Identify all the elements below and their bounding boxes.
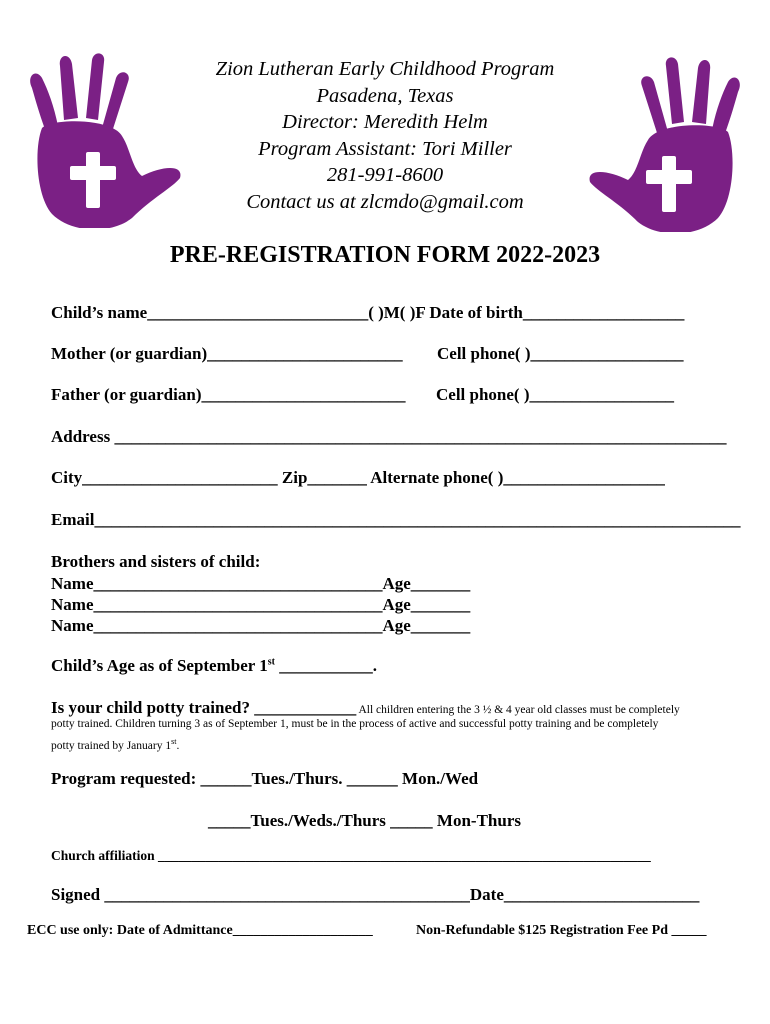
header-phone: 281-991-8600	[326, 164, 444, 187]
father-guardian-field[interactable]: Father (or guardian)________________________	[51, 385, 406, 404]
child-age-blank: ___________.	[274, 656, 377, 675]
email-field[interactable]: Email____________________________________________________________________________	[51, 510, 741, 529]
potty-note	[51, 716, 658, 755]
potty-trained-field[interactable]	[51, 698, 680, 718]
church-affiliation-field[interactable]: Church affiliation _________________________________________________________________________	[51, 848, 651, 863]
mother-guardian-field[interactable]: Mother (or guardian)_______________________	[51, 344, 403, 363]
signature-date-field[interactable]: Signed ___________________________________________Date_______________________	[51, 885, 700, 904]
address-field[interactable]: Address ________________________________________________________________________	[51, 427, 727, 446]
child-age-label: Child’s Age as of September 1	[51, 656, 268, 675]
header-location: Pasadena, Texas	[316, 84, 454, 107]
siblings-heading: Brothers and sisters of child:	[51, 552, 261, 571]
header-assistant: Program Assistant: Tori Miller	[258, 137, 512, 160]
form-title: PRE-REGISTRATION FORM 2022-2023	[169, 242, 601, 268]
sibling-row[interactable]: Name__________________________________Age_______	[51, 595, 471, 614]
child-age-field[interactable]	[51, 656, 377, 676]
potty-question: Is your child potty trained? ____________	[51, 698, 357, 717]
sibling-row[interactable]: Name__________________________________Age_______	[51, 616, 471, 635]
father-cell-phone-field[interactable]: Cell phone( )_________________	[436, 385, 674, 404]
potty-note-line1: All children entering the 3 ½ & 4 year old classes must be completely	[356, 704, 680, 716]
sibling-row[interactable]: Name__________________________________Age_______	[51, 574, 471, 593]
potty-note-line2: potty trained. Children turning 3 as of September 1, must be in the process of active and successful potty training and be completely	[51, 718, 659, 730]
header-contact-email: Contact us at zlcmdo@gmail.com	[246, 190, 524, 213]
potty-note-line3: potty trained by January 1st.	[51, 737, 180, 752]
header-program-name: Zion Lutheran Early Childhood Program	[215, 58, 555, 80]
program-header	[150, 56, 620, 216]
mother-cell-phone-field[interactable]: Cell phone( )__________________	[437, 344, 684, 363]
office-admittance-date: ECC use only: Date of Admittance____________________	[27, 923, 373, 938]
program-requested-field[interactable]: Program requested: ______Tues./Thurs. ______ Mon./Wed	[51, 769, 479, 788]
child-name-field[interactable]: Child’s name__________________________( )M( )F Date of birth___________________	[51, 303, 685, 322]
program-options-line2[interactable]: _____Tues./Weds./Thurs _____ Mon-Thurs	[208, 811, 521, 830]
city-zip-phone-field[interactable]: City_______________________ Zip_______ Alternate phone( )___________________	[51, 468, 665, 487]
registration-fee-paid: Non-Refundable $125 Registration Fee Pd _____	[416, 923, 707, 938]
header-director: Director: Meredith Helm	[282, 111, 488, 134]
child-age-sup: st	[267, 656, 275, 668]
